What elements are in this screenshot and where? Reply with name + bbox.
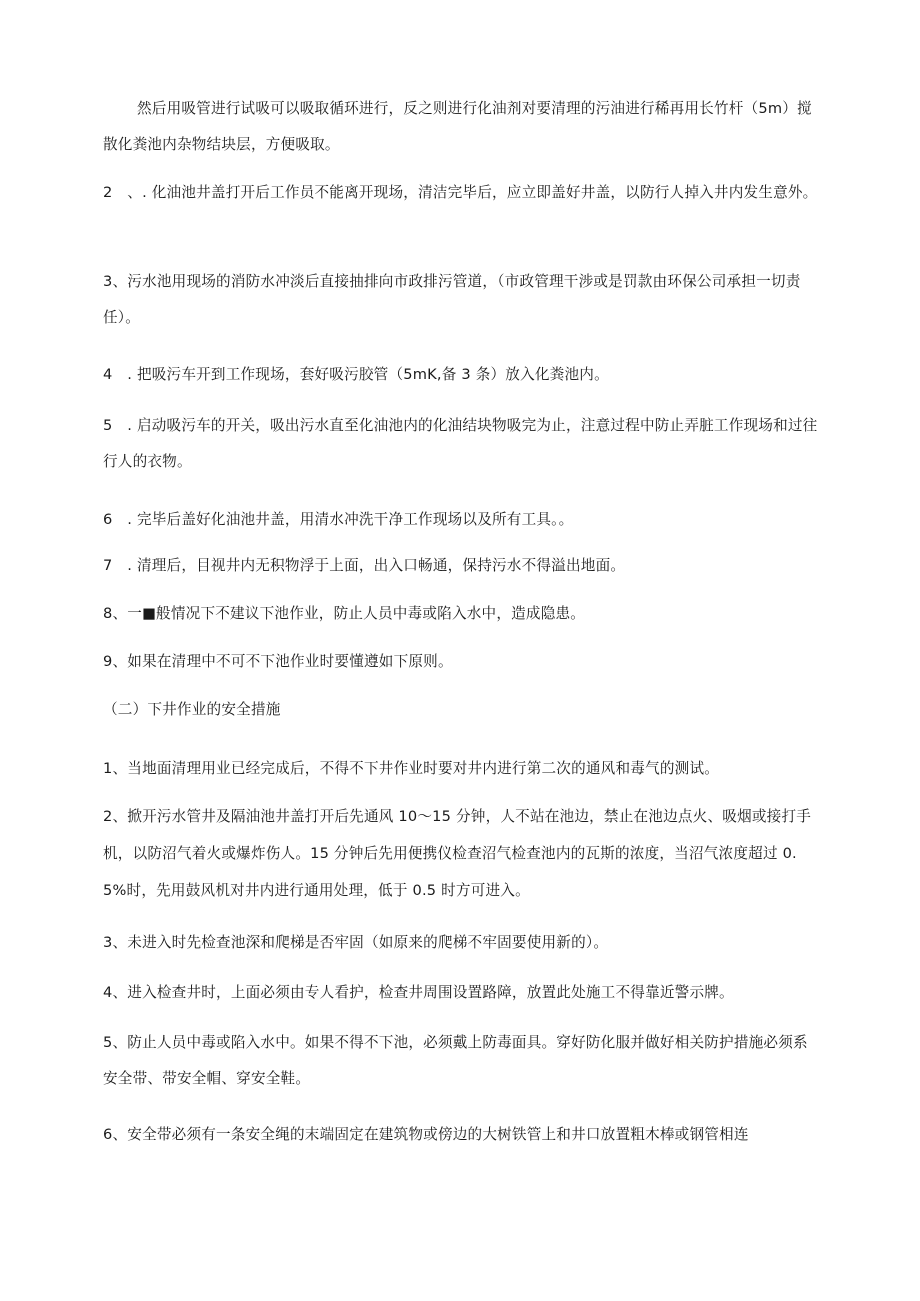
paragraph-item-3: 3、污水池用现场的消防水冲淡后直接抽排向市政排污管道，（市政管理干涉或是罚款由环保公司承担一切责任）。 (103, 273, 801, 326)
paragraph-item-8: 8、一■般情况下不建议下池作业，防止人员中毒或陷入水中，造成隐患。 (103, 605, 586, 622)
paragraph-intro: 然后用吸管进行试吸可以吸取循环进行，反之则进行化油剂对要清理的污油进行稀再用长竹杆（5m）搅散化粪池内杂物结块层，方便吸取。 (103, 100, 812, 153)
paragraph-item-5: 5 . 启动吸污车的开关，吸出污水直至化油池内的化油结块物吸完为止，注意过程中防止弄脏工作现场和过往行人的衣物。 (103, 417, 818, 470)
paragraph-safety-1: 1、当地面清理用业已经完成后，不得不下井作业时要对井内进行第二次的通风和毒气的测试。 (103, 760, 720, 777)
paragraph-safety-2: 2、掀开污水管井及隔油池井盖打开后先通风 10～15 分钟，人不站在池边，禁止在池边点火、吸烟或接打手机，以防沼气着火或爆炸伤人。15 分钟后先用便携仪检查沼气检查池内的瓦斯的浓度，当沼气浓度超过 0.5%时，先用鼓风机对井内进行通用处理，低于 0.5 时方可进入。 (103, 808, 812, 899)
section-heading: （二）下井作业的安全措施 (103, 701, 281, 718)
paragraph-safety-5: 5、防止人员中毒或陷入水中。如果不得不下池，必须戴上防毒面具。穿好防化服并做好相关防护措施必须系安全带、带安全帽、穿安全鞋。 (103, 1034, 808, 1087)
paragraph-safety-3: 3、未进入时先检查池深和爬梯是否牢固（如原来的爬梯不牢固要使用新的）。 (103, 934, 609, 951)
paragraph-item-9: 9、如果在清理中不可不下池作业时要懂遵如下原则。 (103, 653, 453, 670)
paragraph-item-4: 4 . 把吸污车开到工作现场，套好吸污胶管（5mK,备 3 条）放入化粪池内。 (103, 366, 609, 383)
paragraph-safety-4: 4、进入检查井时，上面必须由专人看护，检查井周围设置路障，放置此处施工不得靠近警示牌。 (103, 984, 734, 1001)
paragraph-item-2: 2 、. 化油池井盖打开后工作员不能离开现场，清洁完毕后，应立即盖好井盖，以防行人掉入井内发生意外。 (103, 184, 818, 201)
paragraph-safety-6: 6、安全带必须有一条安全绳的末端固定在建筑物或傍边的大树铁管上和井口放置粗木棒或钢管相连 (103, 1126, 749, 1143)
paragraph-item-7: 7 . 清理后，目视井内无积物浮于上面，出入口畅通，保持污水不得溢出地面。 (103, 557, 626, 574)
paragraph-item-6: 6 . 完毕后盖好化油池井盖，用清水冲洗干净工作现场以及所有工具。。 (103, 511, 574, 528)
